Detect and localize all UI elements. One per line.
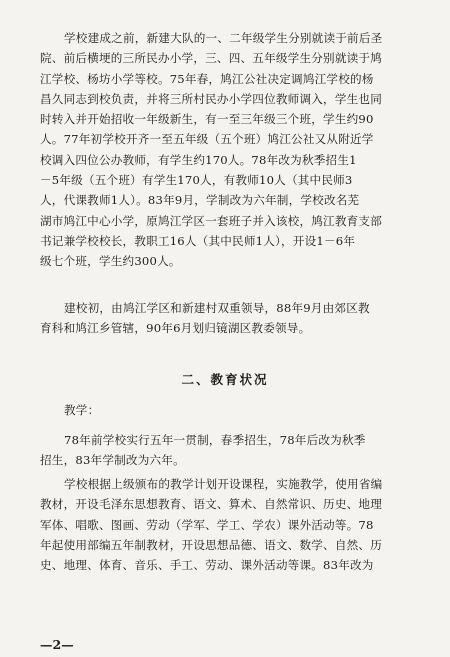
text-line: 建校初，由鸠江学区和新建村双重领导，88年9月由郊区教 [64, 301, 370, 315]
text-line: 军体、唱歌、图画、劳动（学军、学工、学农）课外活动等。78 [40, 517, 374, 532]
text-line: 级七个班，学生约300人。 [40, 254, 181, 269]
text-line: 教材，开设毛泽东思想教育、语文、算术、自然常识、历史、地理 [40, 497, 383, 512]
page-number: —2— [40, 637, 74, 652]
text-line: 人。77年初学校开齐一至五年级（五个班）鸠江公社又从附近学 [40, 132, 374, 147]
paragraph-teaching-label [40, 400, 414, 420]
text-line: 学校根据上级颁布的教学计划开设课程，实施教学，使用省编 [64, 477, 383, 491]
paragraph-school-history [40, 28, 414, 272]
text-line: 时转入并开始招收一年级新生，有一至三年级三个班，学生约90 [40, 112, 374, 127]
text-line: 78年前学校实行五年一贯制，春季招生，78年后改为秋季 [64, 433, 366, 447]
text-line: 湖市鸠江中心小学，原鸠江学区一套班子并入该校，鸠江教育支部 [40, 213, 383, 228]
text-line: 教学： [64, 403, 100, 417]
text-line: －5年级（五个班）有学生170人，有教师10人（其中民师3 [40, 173, 353, 188]
text-line: 年起使用部编五年制教材，开设思想品德、语文、数学、自然、历 [40, 537, 383, 552]
text-line: 江学校、杨坊小学等校。75年春，鸠江公社决定调鸠江学校的杨 [40, 71, 374, 86]
text-line: 学校建成之前，新建大队的一、二年级学生分别就读于前后圣 [64, 31, 383, 45]
text-line: 育科和鸠江乡管辖，90年6月划归镜湖区教委领导。 [40, 321, 311, 336]
text-line: 院、前后横埂的三所民办小学，三、四、五年级学生分别就读于鸠 [40, 51, 383, 66]
paragraph-administration [40, 298, 414, 339]
paragraph-school-system [40, 430, 414, 471]
text-line: 书记兼学校校长，教职工16人（其中民师1人），开设1－6年 [40, 233, 356, 248]
section-heading: 二、教育状况 [181, 372, 269, 387]
text-line: 人，代课教师1人）。83年9月，学制改为六年制，学校改名芜 [40, 193, 360, 208]
text-line: 招生，83年学制改为六年。 [40, 453, 185, 468]
text-line: 昌久同志到校负责，并将三所村民办小学四位教师调入，学生也同 [40, 91, 383, 106]
text-line: 史、地理、体育、音乐、手工、劳动、课外活动等课。83年改为 [40, 558, 374, 573]
text-line: 校调入四位公办教师，有学生约170人。78年改为秋季招生1 [40, 152, 357, 167]
paragraph-curriculum [40, 474, 414, 575]
